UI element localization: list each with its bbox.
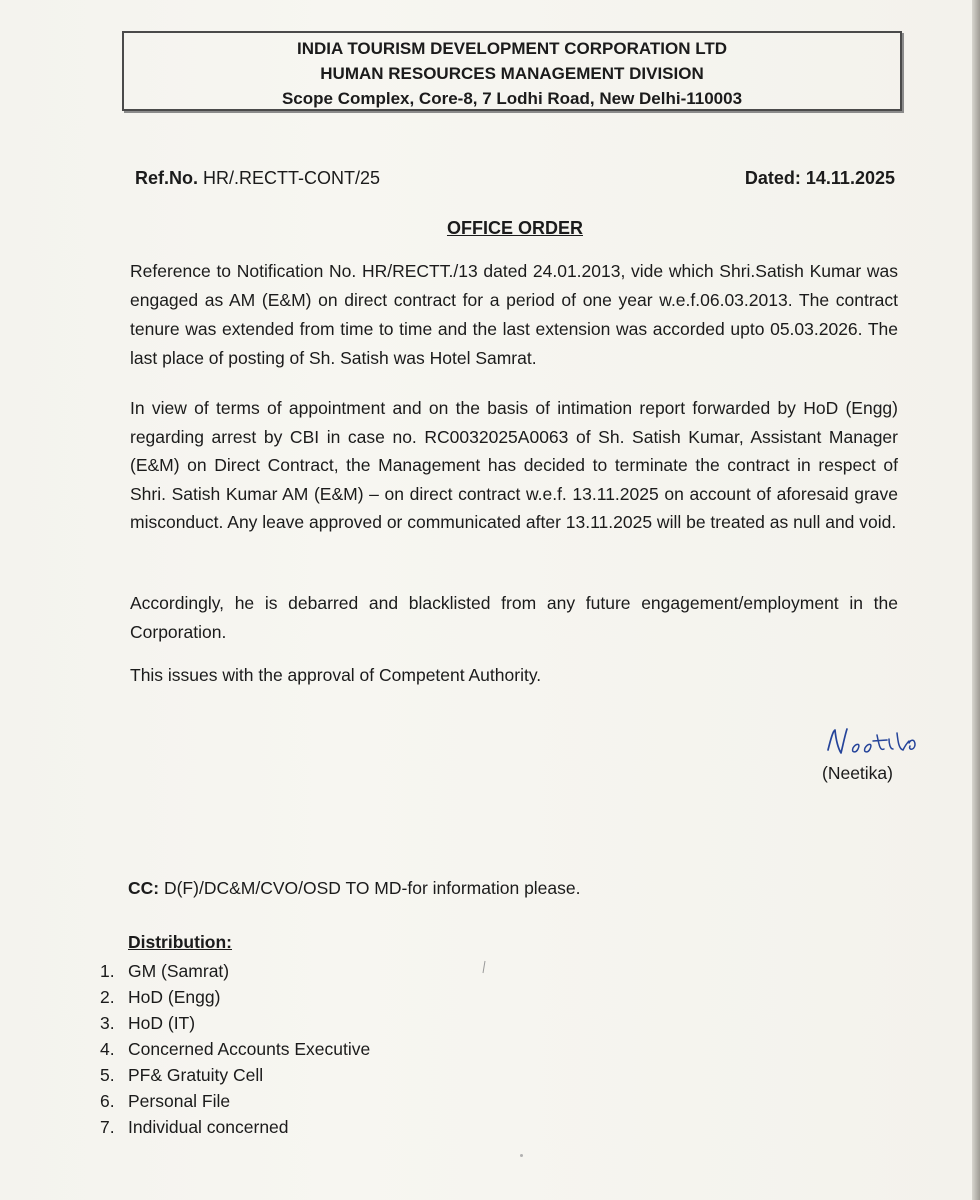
distribution-recipient: Concerned Accounts Executive [128,1039,371,1059]
reference-number: HR/.RECTT-CONT/25 [203,168,381,188]
distribution-number: 4. [100,1039,115,1059]
distribution-number: 2. [100,987,115,1007]
reference-label: Ref.No. [135,168,198,188]
organization-name: INDIA TOURISM DEVELOPMENT CORPORATION LTD [296,39,728,58]
handwritten-signature-icon [825,725,920,765]
order-paragraph-notification: Reference to Notification No. HR/RECTT./13 dated 24.01.2013, vide which Shri.Satish Kumar was engaged as AM (E&M) on direct contract for a period of one year w.e.f.06.03.2013. The contract tenure was extended from time to time and the last extension was accorded upto 05.03.2026. The last place of posting of Sh. Satish was Hotel Samrat. [130,261,898,368]
list-item [100,1114,430,1140]
scan-dot-icon [520,1154,523,1157]
office-order-title: OFFICE ORDER [446,218,583,238]
reference-row [135,168,895,192]
distribution-recipient: Personal File [128,1091,231,1111]
distribution-recipient: PF& Gratuity Cell [128,1065,264,1085]
letterhead-box [122,31,902,111]
reference-number-block [135,168,380,189]
distribution-recipient: HoD (Engg) [128,987,221,1007]
order-paragraph-termination: In view of terms of appointment and on the basis of intimation report forwarded by HoD (Engg) regarding arrest by CBI in case no. RC0032025A0063 of Sh. Satish Kumar, Assistant Manager (E&M) on Direct Contract, the Management has decided to terminate the contract in respect of Shri. Satish Kumar AM (E&M) – on direct contract w.e.f. 13.11.2025 on account of aforesaid grave misconduct. Any leave approved or communicated after 13.11.2025 will be treated as null and void. [130,398,898,532]
list-item [100,1036,430,1062]
list-item [100,1010,430,1036]
signatory-name: (Neetika) [822,763,893,783]
distribution-number: 3. [100,1013,115,1033]
order-date: Dated: 14.11.2025 [744,168,895,188]
division-name: HUMAN RESOURCES MANAGEMENT DIVISION [320,64,704,83]
distribution-recipient: Individual concerned [128,1117,289,1137]
distribution-title: Distribution: [128,932,233,952]
distribution-number: 1. [100,961,115,981]
office-address: Scope Complex, Core-8, 7 Lodhi Road, New Delhi-110003 [281,89,743,108]
order-paragraph-approval: This issues with the approval of Competent Authority. [130,665,542,685]
distribution-number: 5. [100,1065,115,1085]
distribution-recipient: GM (Samrat) [128,961,230,981]
distribution-number: 6. [100,1091,115,1111]
scan-mark-icon [480,960,488,974]
page-edge-shadow [972,0,980,1200]
list-item [100,1062,430,1088]
cc-label: CC: [128,878,160,898]
distribution-recipient: HoD (IT) [128,1013,196,1033]
order-paragraph-blacklisting: Accordingly, he is debarred and blacklisted from any future engagement/employment in the Corporation. [130,593,898,642]
carbon-copy-line [128,878,581,899]
list-item [100,958,430,984]
list-item [100,1088,430,1114]
list-item [100,984,430,1010]
distribution-number: 7. [100,1117,115,1137]
cc-recipients: D(F)/DC&M/CVO/OSD TO MD-for information please. [159,878,581,898]
distribution-list [100,958,430,1140]
